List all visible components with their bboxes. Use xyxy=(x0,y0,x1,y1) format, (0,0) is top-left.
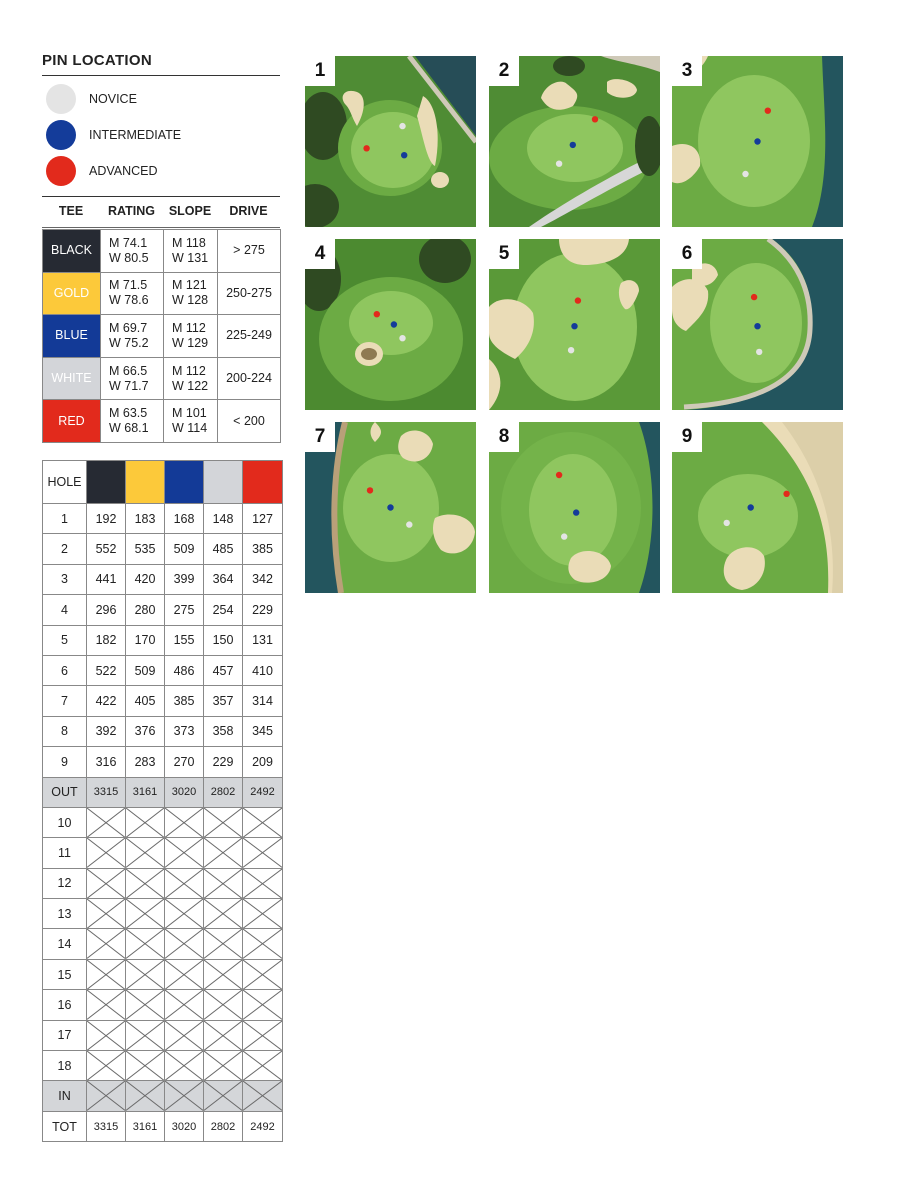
tee-color-swatch xyxy=(87,461,126,504)
hole-number: 6 xyxy=(43,655,87,685)
tee-row xyxy=(43,400,281,443)
pin-marker-intermediate xyxy=(391,321,397,327)
crossed-out-cell xyxy=(126,959,165,989)
tee-drive: 250-275 xyxy=(218,272,281,315)
tee-slope xyxy=(164,357,218,400)
rating-women: W 71.7 xyxy=(109,378,149,393)
pin-marker-advanced xyxy=(556,472,562,478)
hole-yardage: 405 xyxy=(126,686,165,716)
hole-yardage: 254 xyxy=(204,595,243,625)
crossed-out-cell xyxy=(243,929,283,959)
hole-number-label: 6 xyxy=(672,239,702,269)
legend-label: NOVICE xyxy=(89,92,137,106)
rating-men: M 63.5 xyxy=(109,406,148,421)
hole-number-label: 5 xyxy=(489,239,519,269)
hole-yardage: 170 xyxy=(126,625,165,655)
hole-row xyxy=(43,990,283,1020)
slope-women: W 114 xyxy=(172,421,208,436)
slope-men: M 121 xyxy=(172,278,207,293)
pin-marker-novice xyxy=(568,347,574,353)
hole-number: 2 xyxy=(43,534,87,564)
hole-number: 4 xyxy=(43,595,87,625)
green-diagram-2 xyxy=(489,56,660,227)
hole-yardage: 280 xyxy=(126,595,165,625)
tee-slope xyxy=(164,315,218,358)
green-diagram-1 xyxy=(305,56,476,227)
crossed-out-cell xyxy=(165,959,204,989)
hole-number-label: 8 xyxy=(489,422,519,452)
out-total: 2492 xyxy=(243,777,283,807)
header-tee: TEE xyxy=(58,204,84,218)
hole-yardage: 522 xyxy=(87,655,126,685)
pin-marker-advanced xyxy=(783,491,789,497)
crossed-out-cell xyxy=(204,807,243,837)
hole-yardage: 364 xyxy=(204,564,243,594)
pin-marker-intermediate xyxy=(571,323,577,329)
tee-row xyxy=(43,272,281,315)
slope-women: W 129 xyxy=(172,335,209,350)
slope-women: W 131 xyxy=(172,250,209,265)
out-row xyxy=(43,777,283,807)
crossed-out-cell xyxy=(126,868,165,898)
crossed-out-cell xyxy=(243,838,283,868)
header-slope: SLOPE xyxy=(168,204,212,218)
tee-drive: 200-224 xyxy=(218,357,281,400)
hole-number: 7 xyxy=(43,686,87,716)
hole-number: 9 xyxy=(43,747,87,777)
hole-row xyxy=(43,807,283,837)
legend-label: INTERMEDIATE xyxy=(89,128,182,142)
out-total: 3020 xyxy=(165,777,204,807)
tee-rating xyxy=(101,272,164,315)
hole-number: 16 xyxy=(43,990,87,1020)
crossed-out-cell xyxy=(204,1020,243,1050)
pin-marker-novice xyxy=(561,533,567,539)
hole-row xyxy=(43,899,283,929)
tee-table-header xyxy=(42,204,280,218)
hole-yardage: 373 xyxy=(165,716,204,746)
hole-number: 5 xyxy=(43,625,87,655)
hole-yardage: 229 xyxy=(243,595,283,625)
hole-yardage: 358 xyxy=(204,716,243,746)
hole-yardage: 422 xyxy=(87,686,126,716)
hole-yardage: 345 xyxy=(243,716,283,746)
out-total: 3161 xyxy=(126,777,165,807)
tot-total: 3020 xyxy=(165,1111,204,1141)
crossed-out-cell xyxy=(126,807,165,837)
advanced-pin-icon xyxy=(46,156,76,186)
crossed-out-cell xyxy=(126,1051,165,1081)
pin-marker-novice xyxy=(724,520,730,526)
crossed-out-cell xyxy=(204,899,243,929)
crossed-out-cell xyxy=(204,1051,243,1081)
pin-marker-intermediate xyxy=(401,152,407,158)
crossed-out-cell xyxy=(87,838,126,868)
crossed-out-cell xyxy=(243,1081,283,1111)
hole-row xyxy=(43,838,283,868)
legend-advanced xyxy=(46,156,158,186)
tee-drive: 225-249 xyxy=(218,315,281,358)
hole-number: 8 xyxy=(43,716,87,746)
slope-women: W 128 xyxy=(172,293,209,308)
header-rating: RATING xyxy=(108,204,155,218)
tot-row xyxy=(43,1111,283,1141)
hole-number: 11 xyxy=(43,838,87,868)
hole-yardage: 283 xyxy=(126,747,165,777)
green-diagram-3 xyxy=(672,56,843,227)
crossed-out-cell xyxy=(126,838,165,868)
hole-row xyxy=(43,504,283,534)
out-total: 2802 xyxy=(204,777,243,807)
rating-women: W 80.5 xyxy=(109,250,149,265)
hole-row xyxy=(43,595,283,625)
hole-row xyxy=(43,686,283,716)
hole-yardage: 183 xyxy=(126,504,165,534)
crossed-out-cell xyxy=(87,1081,126,1111)
tee-color-swatch xyxy=(126,461,165,504)
tot-total: 2802 xyxy=(204,1111,243,1141)
hole-row xyxy=(43,1020,283,1050)
hole-header: HOLE xyxy=(43,461,87,504)
tee-rating xyxy=(101,230,164,273)
crossed-out-cell xyxy=(204,838,243,868)
hole-yardage: 209 xyxy=(243,747,283,777)
out-label: OUT xyxy=(43,777,87,807)
legend-intermediate xyxy=(46,120,181,150)
crossed-out-cell xyxy=(165,899,204,929)
legend-novice xyxy=(46,84,137,114)
pin-marker-advanced xyxy=(751,294,757,300)
hole-row xyxy=(43,655,283,685)
rating-men: M 71.5 xyxy=(109,278,148,293)
hole-yardage: 316 xyxy=(87,747,126,777)
hole-row xyxy=(43,929,283,959)
hole-yardage: 392 xyxy=(87,716,126,746)
hole-yardage: 420 xyxy=(126,564,165,594)
tee-slope xyxy=(164,272,218,315)
hole-yardage: 441 xyxy=(87,564,126,594)
crossed-out-cell xyxy=(165,990,204,1020)
tee-row xyxy=(43,315,281,358)
crossed-out-cell xyxy=(165,1020,204,1050)
hole-number: 1 xyxy=(43,504,87,534)
hole-yardage: 150 xyxy=(204,625,243,655)
hole-yardage: 410 xyxy=(243,655,283,685)
hole-row xyxy=(43,959,283,989)
hole-number-label: 7 xyxy=(305,422,335,452)
crossed-out-cell xyxy=(87,899,126,929)
green-diagram-4 xyxy=(305,239,476,410)
tee-swatch: GOLD xyxy=(43,272,101,315)
hole-yardage: 376 xyxy=(126,716,165,746)
hole-row xyxy=(43,625,283,655)
in-label: IN xyxy=(43,1081,87,1111)
legend-label: ADVANCED xyxy=(89,164,158,178)
tee-swatch: BLACK xyxy=(43,230,101,273)
hole-row xyxy=(43,534,283,564)
hole-yardage: 385 xyxy=(243,534,283,564)
crossed-out-cell xyxy=(204,1081,243,1111)
crossed-out-cell xyxy=(87,1051,126,1081)
hole-row xyxy=(43,716,283,746)
hole-number: 13 xyxy=(43,899,87,929)
hole-yardage: 314 xyxy=(243,686,283,716)
crossed-out-cell xyxy=(126,929,165,959)
slope-men: M 112 xyxy=(172,320,206,335)
crossed-out-cell xyxy=(243,1020,283,1050)
hole-yardage: 509 xyxy=(126,655,165,685)
hole-number-label: 1 xyxy=(305,56,335,86)
crossed-out-cell xyxy=(204,959,243,989)
hole-yardage: 296 xyxy=(87,595,126,625)
crossed-out-cell xyxy=(243,899,283,929)
crossed-out-cell xyxy=(87,990,126,1020)
crossed-out-cell xyxy=(126,899,165,929)
pin-marker-intermediate xyxy=(573,509,579,515)
tee-drive: < 200 xyxy=(218,400,281,443)
hole-yardage: 192 xyxy=(87,504,126,534)
tee-rating xyxy=(101,357,164,400)
hole-number: 18 xyxy=(43,1051,87,1081)
rating-men: M 66.5 xyxy=(109,363,148,378)
hole-number: 12 xyxy=(43,868,87,898)
slope-women: W 122 xyxy=(172,378,209,393)
crossed-out-cell xyxy=(126,1020,165,1050)
hole-yardage: 535 xyxy=(126,534,165,564)
hole-yardage: 229 xyxy=(204,747,243,777)
tee-swatch: BLUE xyxy=(43,315,101,358)
tee-rating xyxy=(101,315,164,358)
in-row xyxy=(43,1081,283,1111)
hole-yardage: 457 xyxy=(204,655,243,685)
crossed-out-cell xyxy=(165,868,204,898)
pin-marker-novice xyxy=(399,123,405,129)
rating-men: M 74.1 xyxy=(109,235,148,250)
tee-row xyxy=(43,230,281,273)
tee-slope xyxy=(164,230,218,273)
hole-yardage: 485 xyxy=(204,534,243,564)
hole-number: 3 xyxy=(43,564,87,594)
rating-men: M 69.7 xyxy=(109,320,148,335)
hole-yardage: 127 xyxy=(243,504,283,534)
tot-total: 3315 xyxy=(87,1111,126,1141)
crossed-out-cell xyxy=(87,868,126,898)
hole-number: 17 xyxy=(43,1020,87,1050)
crossed-out-cell xyxy=(204,929,243,959)
hole-yardage: 342 xyxy=(243,564,283,594)
tee-color-swatch xyxy=(165,461,204,504)
tee-swatch: WHITE xyxy=(43,357,101,400)
pin-marker-advanced xyxy=(367,487,373,493)
pin-marker-novice xyxy=(406,521,412,527)
crossed-out-cell xyxy=(243,959,283,989)
crossed-out-cell xyxy=(165,1051,204,1081)
pin-marker-intermediate xyxy=(387,504,393,510)
crossed-out-cell xyxy=(165,807,204,837)
header-drive: DRIVE xyxy=(229,204,268,218)
scorecard-table xyxy=(42,460,283,1142)
green-diagram-9 xyxy=(672,422,843,593)
hole-number-label: 2 xyxy=(489,56,519,86)
green-diagram-8 xyxy=(489,422,660,593)
crossed-out-cell xyxy=(126,1081,165,1111)
tee-slope xyxy=(164,400,218,443)
tee-row xyxy=(43,357,281,400)
intermediate-pin-icon xyxy=(46,120,76,150)
crossed-out-cell xyxy=(243,990,283,1020)
tee-table xyxy=(42,229,281,443)
hole-yardage: 486 xyxy=(165,655,204,685)
divider xyxy=(42,75,280,76)
crossed-out-cell xyxy=(87,959,126,989)
crossed-out-cell xyxy=(204,868,243,898)
rating-women: W 68.1 xyxy=(109,421,149,436)
hole-number-label: 3 xyxy=(672,56,702,86)
slope-men: M 101 xyxy=(172,406,207,421)
tot-label: TOT xyxy=(43,1111,87,1141)
pin-marker-intermediate xyxy=(754,138,760,144)
hole-number-label: 9 xyxy=(672,422,702,452)
tot-total: 3161 xyxy=(126,1111,165,1141)
hole-yardage: 552 xyxy=(87,534,126,564)
hole-yardage: 148 xyxy=(204,504,243,534)
hole-yardage: 357 xyxy=(204,686,243,716)
rating-women: W 78.6 xyxy=(109,293,149,308)
pin-marker-intermediate xyxy=(748,504,754,510)
crossed-out-cell xyxy=(243,807,283,837)
crossed-out-cell xyxy=(87,1020,126,1050)
crossed-out-cell xyxy=(126,990,165,1020)
pin-marker-intermediate xyxy=(570,142,576,148)
out-total: 3315 xyxy=(87,777,126,807)
hole-row xyxy=(43,868,283,898)
hole-yardage: 155 xyxy=(165,625,204,655)
pin-location-title: PIN LOCATION xyxy=(42,52,152,69)
pin-marker-advanced xyxy=(363,145,369,151)
hole-yardage: 275 xyxy=(165,595,204,625)
tee-color-swatch xyxy=(204,461,243,504)
crossed-out-cell xyxy=(243,868,283,898)
hole-number: 15 xyxy=(43,959,87,989)
pin-marker-novice xyxy=(556,161,562,167)
hole-yardage: 131 xyxy=(243,625,283,655)
scorecard-header-row xyxy=(43,461,283,504)
tot-total: 2492 xyxy=(243,1111,283,1141)
pin-marker-novice xyxy=(756,349,762,355)
tee-color-swatch xyxy=(243,461,283,504)
novice-pin-icon xyxy=(46,84,76,114)
hole-row xyxy=(43,747,283,777)
green-diagram-5 xyxy=(489,239,660,410)
tee-rating xyxy=(101,400,164,443)
divider xyxy=(42,196,280,197)
pin-marker-novice xyxy=(742,171,748,177)
pin-marker-novice xyxy=(399,335,405,341)
pin-marker-advanced xyxy=(575,297,581,303)
pin-marker-intermediate xyxy=(754,323,760,329)
hole-yardage: 182 xyxy=(87,625,126,655)
crossed-out-cell xyxy=(165,1081,204,1111)
slope-men: M 118 xyxy=(172,235,206,250)
tee-swatch: RED xyxy=(43,400,101,443)
pin-marker-advanced xyxy=(765,108,771,114)
divider xyxy=(42,227,280,228)
hole-yardage: 168 xyxy=(165,504,204,534)
hole-row xyxy=(43,1051,283,1081)
hole-yardage: 385 xyxy=(165,686,204,716)
hole-row xyxy=(43,564,283,594)
hole-number-label: 4 xyxy=(305,239,335,269)
pin-marker-advanced xyxy=(592,116,598,122)
crossed-out-cell xyxy=(243,1051,283,1081)
crossed-out-cell xyxy=(204,990,243,1020)
hole-yardage: 509 xyxy=(165,534,204,564)
green-diagram-6 xyxy=(672,239,843,410)
crossed-out-cell xyxy=(87,807,126,837)
tee-drive: > 275 xyxy=(218,230,281,273)
hole-number: 14 xyxy=(43,929,87,959)
slope-men: M 112 xyxy=(172,363,206,378)
pin-marker-advanced xyxy=(374,311,380,317)
rating-women: W 75.2 xyxy=(109,335,149,350)
green-diagram-7 xyxy=(305,422,476,593)
crossed-out-cell xyxy=(87,929,126,959)
crossed-out-cell xyxy=(165,929,204,959)
hole-yardage: 399 xyxy=(165,564,204,594)
hole-number: 10 xyxy=(43,807,87,837)
crossed-out-cell xyxy=(165,838,204,868)
hole-yardage: 270 xyxy=(165,747,204,777)
